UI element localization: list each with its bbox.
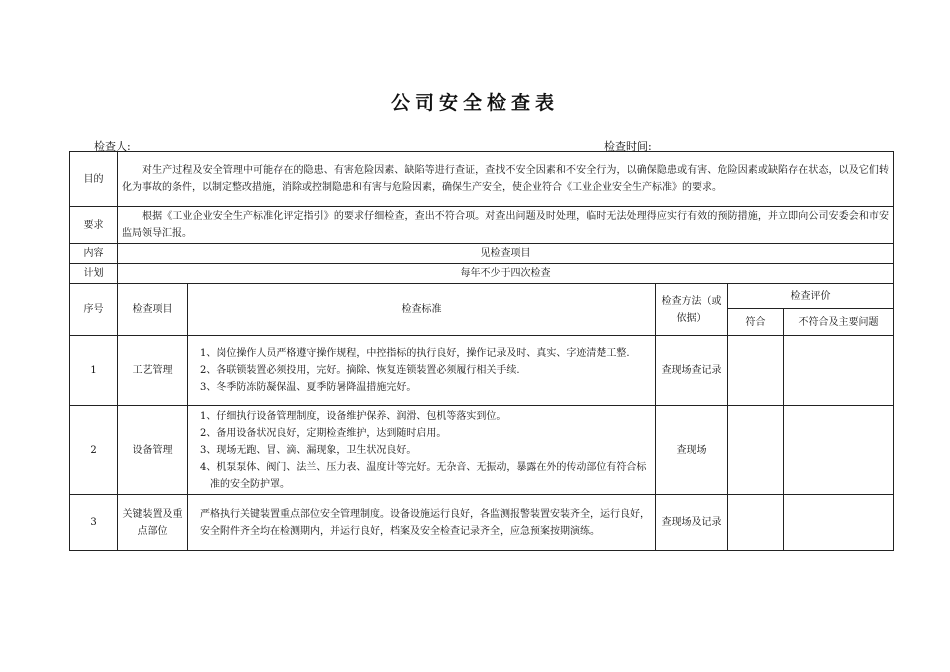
plan-row	[70, 264, 894, 284]
content-value: 见检查项目	[118, 244, 894, 264]
table-row	[70, 495, 894, 551]
table-row	[70, 406, 894, 495]
row-conform-cell[interactable]	[728, 406, 784, 495]
plan-label: 计划	[70, 264, 118, 284]
row-nonconform-cell[interactable]	[784, 336, 894, 406]
standard-line: 2、各联锁装置必须投用，完好。摘除、恢复连锁装置必须履行相关手续.	[200, 365, 520, 376]
row-conform-cell[interactable]	[728, 336, 784, 406]
plan-value: 每年不少于四次检查	[118, 264, 894, 284]
row-method: 查现场及记录	[656, 495, 728, 551]
header-evaluation: 检查评价	[728, 284, 894, 309]
row-item: 工艺管理	[118, 336, 188, 406]
purpose-label: 目的	[70, 152, 118, 207]
purpose-text: 对生产过程及安全管理中可能存在的隐患、有害危险因素、缺陷等进行查证，查找不安全因素和不安全行为，以确保隐患或有害、危险因素或缺陷存在状态，以及它们转化为事故的条件，以制定整改措施，消除或控制隐患和有害与危险因素，确保生产安全，使企业符合《工业企业安全生产标准》的要求。	[118, 152, 894, 207]
standard-line: 4、机泵泵体、阀门、法兰、压力表、温度计等完好。无杂音、无振动，暴露在外的传动部位有符合标准的安全防护罩。	[200, 461, 647, 490]
row-method: 查现场	[656, 406, 728, 495]
header-row	[70, 284, 894, 309]
header-no: 序号	[70, 284, 118, 336]
header-conform: 符合	[728, 309, 784, 336]
header-item: 检查项目	[118, 284, 188, 336]
row-standards	[188, 406, 656, 495]
content-label: 内容	[70, 244, 118, 264]
row-standards	[188, 336, 656, 406]
row-item: 设备管理	[118, 406, 188, 495]
row-item: 关键装置及重点部位	[118, 495, 188, 551]
standard-line: 2、备用设备状况良好，定期检查维护，达到随时启用。	[200, 427, 447, 439]
standard-line: 1、岗位操作人员严格遵守操作规程，中控指标的执行良好，操作记录及时、真实、字迹清楚工整.	[200, 348, 630, 359]
row-conform-cell[interactable]	[728, 495, 784, 551]
row-number: 3	[70, 495, 118, 551]
row-standards	[188, 495, 656, 551]
row-number: 2	[70, 406, 118, 495]
header-nonconform: 不符合及主要问题	[784, 309, 894, 336]
table-row	[70, 336, 894, 406]
standard-line: 3、冬季防冻防凝保温、夏季防暑降温措施完好。	[200, 382, 417, 393]
requirement-label: 要求	[70, 207, 118, 244]
requirement-row	[70, 207, 894, 244]
standard-line: 1、仔细执行设备管理制度，设备维护保养、润滑、包机等落实到位。	[200, 410, 507, 422]
page-title: 公司安全检查表	[390, 92, 559, 114]
row-nonconform-cell[interactable]	[784, 406, 894, 495]
inspection-table	[69, 151, 894, 551]
header-method: 检查方法（或依据）	[656, 284, 728, 336]
standard-line: 严格执行关键装置重点部位安全管理制度。设备设施运行良好，各监测报警装置安装齐全，运行良好，安全附件齐全均在检测期内，并运行良好，档案及安全检查记录齐全，应急预案按期演练。	[200, 508, 650, 537]
row-number: 1	[70, 336, 118, 406]
header-standard: 检查标准	[188, 284, 656, 336]
row-method: 查现场查记录	[656, 336, 728, 406]
content-row	[70, 244, 894, 264]
purpose-row	[70, 152, 894, 207]
inspection-time-label: 检查时间:	[604, 140, 652, 153]
row-nonconform-cell[interactable]	[784, 495, 894, 551]
standard-line: 3、现场无跑、冒、滴、漏现象，卫生状况良好。	[200, 444, 417, 456]
requirement-text: 根据《工业企业安全生产标准化评定指引》的要求仔细检查，查出不符合项。对查出问题及时处理，临时无法处理得应实行有效的预防措施，并立即向公司安委会和市安监局领导汇报。	[118, 207, 894, 244]
inspector-label: 检查人:	[94, 140, 131, 153]
